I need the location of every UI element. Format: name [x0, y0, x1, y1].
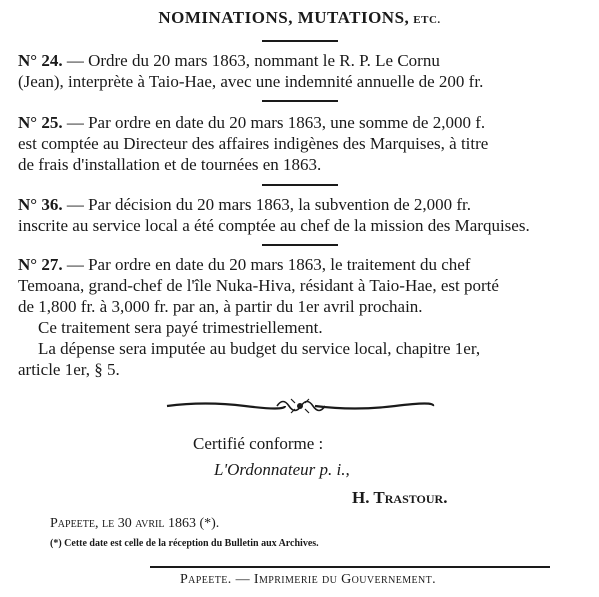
- decision-text-line: — Par décision du 20 mars 1863, la subvention de 2,000 fr.: [66, 195, 471, 214]
- decision-text-line: (Jean), interprète à Taio-Hae, avec une indemnité annuelle de 200 fr.: [18, 72, 484, 91]
- decision-text-line: Temoana, grand-chef de l'île Nuka-Hiva, résidant à Taio-Hae, est porté: [18, 276, 499, 295]
- decision-number: N° 36.: [18, 195, 63, 214]
- heading-etc: ETC.: [413, 14, 441, 26]
- separator-rule: [262, 184, 338, 186]
- decision-text-line: article 1er, § 5.: [18, 360, 120, 379]
- decision-text-line: La dépense sera imputée au budget du service local, chapitre 1er,: [38, 339, 481, 358]
- footer-rule: [150, 566, 550, 568]
- decision-text-line: — Ordre du 20 mars 1863, nommant le R. P. Le Cornu: [66, 51, 440, 70]
- decision-36: [18, 194, 578, 236]
- certification-label: Certifié conforme :: [193, 434, 324, 453]
- ornament-divider: [165, 394, 435, 418]
- decision-number: N° 27.: [18, 255, 63, 274]
- decision-text-line: — Par ordre en date du 20 mars 1863, le traitement du chef: [66, 255, 471, 274]
- heading-title: NOMINATIONS, MUTATIONS,: [158, 8, 410, 27]
- decision-number: N° 25.: [18, 113, 63, 132]
- separator-rule: [262, 100, 338, 102]
- decision-text-line: Ce traitement sera payé trimestriellement.: [38, 318, 323, 337]
- decision-text-line: de 1,800 fr. à 3,000 fr. par an, à partir du 1er avril prochain.: [18, 297, 423, 316]
- decision-text-line: est comptée au Directeur des affaires indigènes des Marquises, à titre: [18, 134, 489, 153]
- decision-27: [18, 254, 578, 380]
- heading-rule: [262, 40, 338, 42]
- decision-number: N° 24.: [18, 51, 63, 70]
- dateline: Papeete, le 30 avril 1863 (*).: [50, 516, 220, 531]
- separator-rule: [262, 244, 338, 246]
- decision-text-line: de frais d'installation et de tournées en 1863.: [18, 155, 322, 174]
- footnote: (*) Cette date est celle de la réception du Bulletin aux Archives.: [50, 538, 319, 549]
- decision-25: [18, 112, 578, 175]
- role-text: L'Ordonnateur p. i.,: [214, 460, 350, 479]
- decision-text-line: inscrite au service local a été comptée au chef de la mission des Marquises.: [18, 216, 530, 235]
- printer-footer: Papeete. — Imprimerie du Gouvernement.: [180, 572, 437, 587]
- section-heading: [0, 8, 599, 28]
- decision-text-line: — Par ordre en date du 20 mars 1863, une somme de 2,000 f.: [66, 113, 486, 132]
- signature: H. Trastour.: [352, 488, 448, 507]
- certification-role: [214, 460, 350, 480]
- decision-24: [18, 50, 578, 92]
